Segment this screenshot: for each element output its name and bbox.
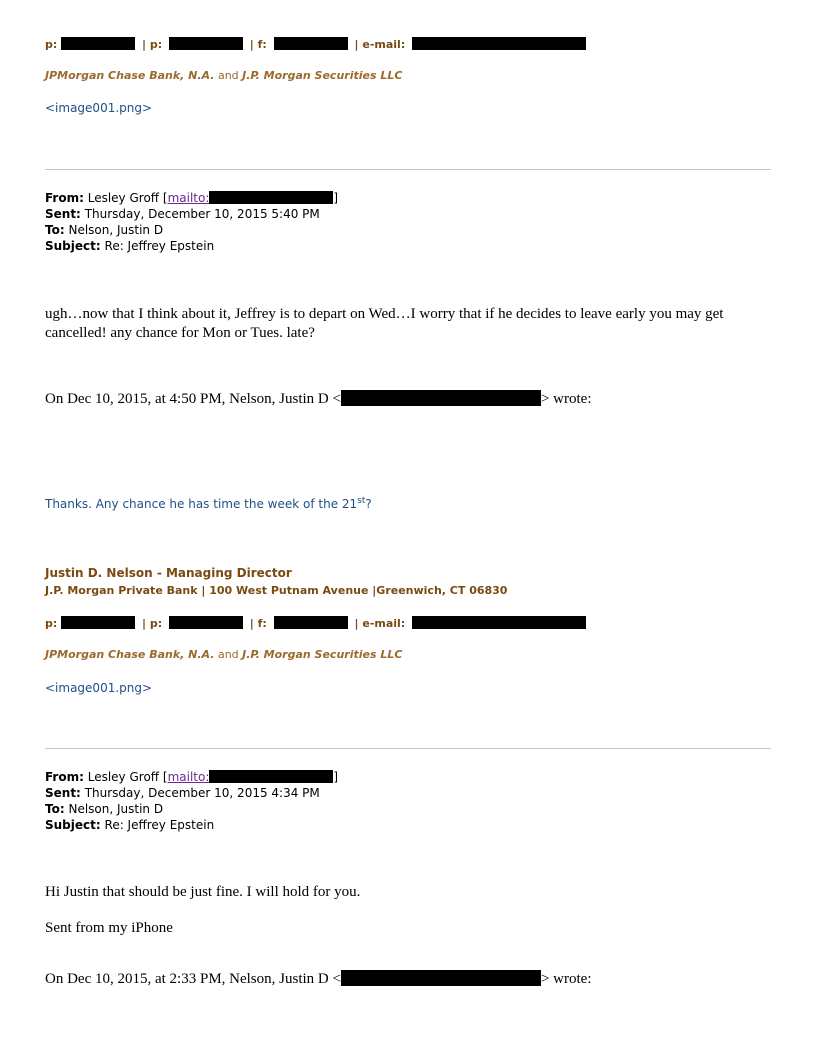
email-body-line: Hi Justin that should be just fine. I will hold for you. xyxy=(45,884,361,900)
phone2-label: | p: xyxy=(141,617,163,630)
redaction-bar xyxy=(209,770,333,783)
firm-line xyxy=(45,648,402,661)
redaction-bar xyxy=(412,37,586,50)
redaction-bar xyxy=(169,37,243,50)
redaction-bar xyxy=(341,970,541,986)
reply-main: Thanks. Any chance he has time the week of the 21 xyxy=(45,497,358,511)
mailto-link[interactable]: mailto: xyxy=(167,191,210,205)
reply-sup: st xyxy=(357,496,366,506)
sent-line xyxy=(45,785,338,801)
subject-line xyxy=(45,238,338,254)
fax-label: | f: xyxy=(249,617,267,630)
close-bracket: ] xyxy=(333,770,339,784)
subject-line xyxy=(45,817,338,833)
email-label: | e-mail: xyxy=(354,617,406,630)
sent-value: Thursday, December 10, 2015 4:34 PM xyxy=(84,786,320,800)
signature-address: J.P. Morgan Private Bank | 100 West Putnam Avenue |Greenwich, CT 06830 xyxy=(45,584,508,597)
from-label: From: xyxy=(45,770,84,784)
from-name: Lesley Groff [ xyxy=(87,191,168,205)
subject-label: Subject: xyxy=(45,818,101,832)
to-line xyxy=(45,801,338,817)
quote-line xyxy=(45,970,591,989)
to-value: Nelson, Justin D xyxy=(68,223,164,237)
contact-row xyxy=(45,616,586,630)
sent-value: Thursday, December 10, 2015 5:40 PM xyxy=(84,207,320,221)
quote-suffix: > wrote: xyxy=(540,391,592,407)
redaction-bar xyxy=(412,616,586,629)
from-line xyxy=(45,769,338,785)
redaction-bar xyxy=(274,37,348,50)
firm-line xyxy=(45,69,402,82)
firm-securities: J.P. Morgan Securities LLC xyxy=(242,648,403,661)
reply-text xyxy=(45,496,372,511)
email-body-line: cancelled! any chance for Mon or Tues. late? xyxy=(45,325,315,341)
firm-and: and xyxy=(217,648,239,661)
sent-label: Sent: xyxy=(45,786,81,800)
email-header xyxy=(45,769,338,833)
sent-label: Sent: xyxy=(45,207,81,221)
fax-label: | f: xyxy=(249,38,267,51)
email-body-line: Sent from my iPhone xyxy=(45,920,173,936)
email-header xyxy=(45,190,338,254)
signature-name: Justin D. Nelson - Managing Director xyxy=(45,566,292,580)
subject-value: Re: Jeffrey Epstein xyxy=(104,239,215,253)
firm-bank: JPMorgan Chase Bank, N.A. xyxy=(45,69,215,82)
redaction-bar xyxy=(169,616,243,629)
close-bracket: ] xyxy=(333,191,339,205)
contact-row xyxy=(45,37,586,51)
divider xyxy=(45,748,771,749)
phone2-label: | p: xyxy=(141,38,163,51)
firm-securities: J.P. Morgan Securities LLC xyxy=(242,69,403,82)
mailto-link[interactable]: mailto: xyxy=(167,770,210,784)
firm-bank: JPMorgan Chase Bank, N.A. xyxy=(45,648,215,661)
quote-line xyxy=(45,390,591,409)
from-label: From: xyxy=(45,191,84,205)
to-value: Nelson, Justin D xyxy=(68,802,164,816)
subject-value: Re: Jeffrey Epstein xyxy=(104,818,215,832)
image-placeholder: <image001.png> xyxy=(45,681,153,695)
to-label: To: xyxy=(45,223,65,237)
email-body-line: ugh…now that I think about it, Jeffrey is to depart on Wed…I worry that if he decides to leave early you may get xyxy=(45,306,724,322)
redaction-bar xyxy=(341,390,541,406)
redaction-bar xyxy=(274,616,348,629)
divider xyxy=(45,169,771,170)
firm-and: and xyxy=(217,69,239,82)
email-label: | e-mail: xyxy=(354,38,406,51)
quote-suffix: > wrote: xyxy=(540,971,592,987)
subject-label: Subject: xyxy=(45,239,101,253)
phone-label: p: xyxy=(45,38,58,51)
redaction-bar xyxy=(61,616,135,629)
reply-end: ? xyxy=(365,497,372,511)
phone-label: p: xyxy=(45,617,58,630)
redaction-bar xyxy=(209,191,333,204)
to-label: To: xyxy=(45,802,65,816)
image-placeholder: <image001.png> xyxy=(45,101,153,115)
quote-prefix: On Dec 10, 2015, at 4:50 PM, Nelson, Justin D < xyxy=(45,391,341,407)
sent-line xyxy=(45,206,338,222)
from-line xyxy=(45,190,338,206)
quote-prefix: On Dec 10, 2015, at 2:33 PM, Nelson, Justin D < xyxy=(45,971,341,987)
from-name: Lesley Groff [ xyxy=(87,770,168,784)
to-line xyxy=(45,222,338,238)
redaction-bar xyxy=(61,37,135,50)
